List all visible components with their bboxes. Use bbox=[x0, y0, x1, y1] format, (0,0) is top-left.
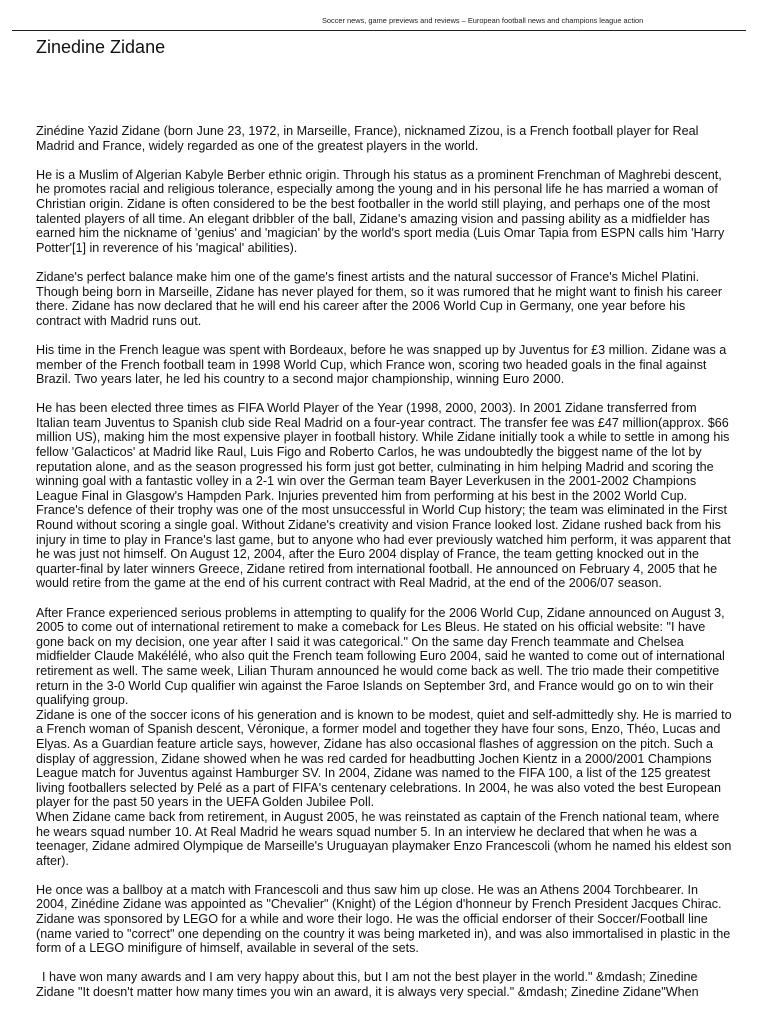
paragraph-ballboy: He once was a ballboy at a match with Francescoli and thus saw him up close. He was an Athens 2004 Torchbearer. In 2004, Zinédine Zidane was appointed as "Chevalier" (Knight) of the Légion d'honneur by French President Jacques Chirac. Zidane was sponsored by LEGO for a while and wore their logo. He was the official endorser of their Soccer/Football line (name varied to "correct" one depending on the country it was being marketed in), and was also immortalised in plastic in the form of a LEGO minifigure of himself, available in several of the sets. bbox=[36, 882, 731, 956]
paragraph-intro: Zinédine Yazid Zidane (born June 23, 1972, in Marseille, France), nicknamed Zizou, is a French football player for Real Madrid and France, widely regarded as one of the greatest players in the world. bbox=[36, 124, 699, 153]
site-tagline: Soccer news, game previews and reviews – European football news and champions league action bbox=[322, 16, 644, 25]
paragraph-balance: Zidane's perfect balance make him one of the game's finest artists and the natural successor of France's Michel Platini. Though being born in Marseille, Zidane has never played for them, so it was rumored that he might want to finish his career there. Zidane has now declared that he will end his career after the 2006 World Cup in Germany, one year before his contract with Madrid runs out. bbox=[36, 269, 723, 328]
article-body bbox=[36, 124, 732, 1014]
paragraph-captain: When Zidane came back from retirement, in August 2005, he was reinstated as captain of the French national team, where he wears squad number 10. At Real Madrid he wears squad number 5. In an interview he declared that when he was a teenager, Zidane admired Olympique de Marseille's Uruguayan playmaker Enzo Francescoli (whom he named his eldest son after). bbox=[36, 809, 732, 868]
paragraph-personal: Zidane is one of the soccer icons of his generation and is known to be modest, quiet and self-admittedly shy. He is married to a French woman of Spanish descent, Véronique, a former model and together they have four sons, Enzo, Théo, Lucas and Elyas. As a Guardian feature article says, however, Zidane has also occasional flashes of aggression on the pitch. Such a display of aggression, Zidane showed when he was red carded for headbutting Jochen Kientz in a 2000/2001 Champions League match for Juventus against Hamburger SV. In 2004, Zidane was named to the FIFA 100, a list of the 125 greatest living footballers selected by Pelé as a part of FIFA's centenary celebrations. In 2004, he was also voted the best European player for the past 50 years in the UEFA Golden Jubilee Poll. bbox=[36, 707, 732, 810]
page-title: Zinedine Zidane bbox=[36, 37, 166, 57]
header-bar bbox=[12, 14, 746, 31]
paragraph-origin: He is a Muslim of Algerian Kabyle Berber ethnic origin. Through his status as a prominent Frenchman of Maghrebi descent, he promotes racial and religious tolerance, especially among the young and in his personal life he has married a woman of Christian origin. Zidane is often considered to be the best footballer in the world still playing, and perhaps one of the most talented players of all time. An elegant dribbler of the ball, Zidane's amazing vision and passing ability as a midfielder has earned him the nickname of 'genius' and 'magician' by the world's sport media (Luis Omar Tapia from ESPN calls him 'Harry Potter'[1] in reverence of his 'magical' abilities). bbox=[36, 167, 725, 255]
paragraph-french-league: His time in the French league was spent with Bordeaux, before he was snapped up by Juventus for £3 million. Zidane was a member of the French football team in 1998 World Cup, which France won, scoring two headed goals in the final against Brazil. Two years later, he led his country to a second major championship, winning Euro 2000. bbox=[36, 342, 727, 387]
paragraph-quotes: I have won many awards and I am very happy about this, but I am not the best player in the world." &mdash; Zinedine Zidane "It doesn't matter how many times you win an award, it is always very special." &mdash; Zinedine Zidane"When bbox=[36, 970, 699, 1000]
paragraph-fifa-awards: He has been elected three times as FIFA World Player of the Year (1998, 2000, 2003). In 2001 Zidane transferred from Italian team Juventus to Spanish club side Real Madrid on a four-year contract. The transfer fee was £47 million(approx. $66 million US), making him the most expensive player in football history. While Zidane initially took a while to settle in among his fellow 'Galacticos' at Madrid like Raul, Luis Figo and Roberto Carlos, he was undoubtedly the biggest name of the lot by reputation alone, and as the season progressed his form just got better, culminating in him helping Madrid and scoring the winning goal with a fantastic volley in a 2-1 win over the German team Bayer Leverkusen in the 2001-2002 Champions League Final in Glasgow's Hampden Park. Injuries prevented him from performing at his best in the 2002 World Cup. France's defence of their trophy was one of the most unsuccessful in World Cup history; the team was eliminated in the First Round without scoring a single goal. Without Zidane's creativity and vision France looked lost. Zidane rushed back from his injury in time to play in France's last game, but to anyone who had ever previously watched him perform, it was apparent that he was just not himself. On August 12, 2004, after the Euro 2004 display of France, the team getting knocked out in the quarter-final by later winners Greece, Zidane retired from international football. He announced on February 4, 2005 that he would retire from the game at the end of his current contract with Real Madrid, at the end of the 2006/07 season. bbox=[36, 401, 731, 591]
paragraph-comeback: After France experienced serious problems in attempting to qualify for the 2006 World Cup, Zidane announced on August 3, 2005 to come out of international retirement to make a comeback for Les Bleus. He stated on his official website: "I have gone back on my decision, one year after I said it was categorical." On the same day French teammate and Chelsea midfielder Claude Makélélé, who also quit the French team following Euro 2004, said he wanted to come out of international retirement as well. The same week, Lilian Thuram announced he would come back as well. The trio made their competitive return in the 3-0 World Cup qualifier win against the Faroe Islands on September 3rd, and France would go on to win their qualifying group. bbox=[36, 605, 725, 708]
